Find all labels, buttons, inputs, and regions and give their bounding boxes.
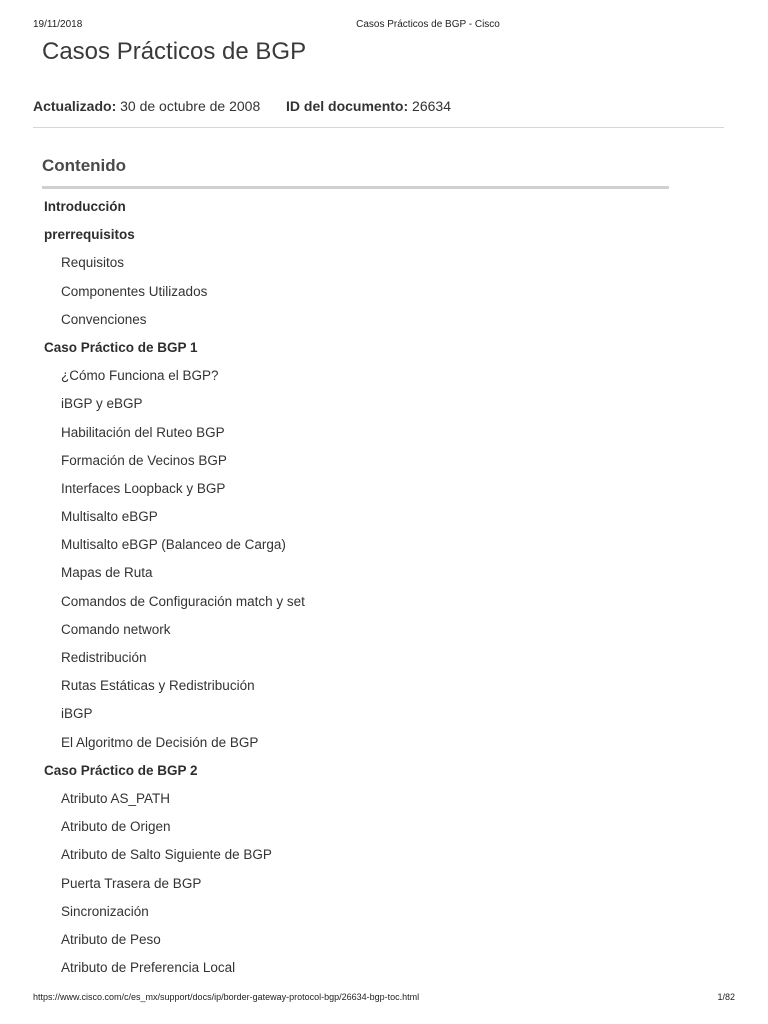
table-of-contents <box>0 193 768 982</box>
print-date: 19/11/2018 <box>33 19 83 30</box>
print-url: https://www.cisco.com/c/es_mx/support/docs/ip/border-gateway-protocol-bgp/26634-bgp-toc.html <box>33 992 420 1002</box>
toc-section-link[interactable]: Caso Práctico de BGP 1 <box>44 339 198 355</box>
toc-subsection-link[interactable]: Comando network <box>61 621 171 637</box>
print-footer <box>33 992 735 1004</box>
toc-subsection-link[interactable]: Formación de Vecinos BGP <box>61 452 227 468</box>
updated-value: 30 de octubre de 2008 <box>120 98 261 114</box>
toc-section-link[interactable]: prerrequisitos <box>44 227 135 243</box>
toc-subsection-link[interactable]: Redistribución <box>61 650 147 665</box>
toc-subsection-link[interactable]: iBGP y eBGP <box>61 396 143 412</box>
toc-subsection-link[interactable]: ¿Cómo Funciona el BGP? <box>61 368 219 384</box>
toc-subsection-link[interactable]: Habilitación del Ruteo BGP <box>61 424 225 440</box>
doc-id-label: ID del documento: <box>286 98 409 114</box>
print-header <box>33 19 735 31</box>
toc-divider <box>42 186 669 189</box>
toc-subsection-link[interactable]: Atributo de Peso <box>61 931 161 947</box>
toc-subsection-link[interactable]: Atributo AS_PATH <box>61 790 171 806</box>
print-page-title: Casos Prácticos de BGP - Cisco <box>356 19 500 30</box>
toc-subsection-link[interactable]: Multisalto eBGP <box>61 509 158 525</box>
toc-section-link[interactable]: Caso Práctico de BGP 2 <box>44 762 198 778</box>
toc-subsection-link[interactable]: Requisitos <box>61 255 125 271</box>
page-number: 1/82 <box>717 992 735 1002</box>
toc-subsection-link[interactable]: Convenciones <box>61 311 147 327</box>
toc-heading: Contenido <box>42 156 127 175</box>
toc-subsection-link[interactable]: Rutas Estáticas y Redistribución <box>61 678 255 694</box>
document-meta <box>33 97 451 115</box>
meta-divider <box>33 127 724 128</box>
toc-subsection-link[interactable]: Puerta Trasera de BGP <box>61 875 202 891</box>
toc-subsection-link[interactable]: Multisalto eBGP (Balanceo de Carga) <box>61 537 286 553</box>
toc-subsection-link[interactable]: Interfaces Loopback y BGP <box>61 480 226 496</box>
page-title: Casos Prácticos de BGP <box>42 38 307 65</box>
toc-subsection-link[interactable]: Comandos de Configuración match y set <box>61 593 305 609</box>
updated-label: Actualizado: <box>33 98 117 114</box>
toc-subsection-link[interactable]: Atributo de Preferencia Local <box>61 960 236 976</box>
doc-id-value: 26634 <box>412 98 451 114</box>
toc-subsection-link[interactable]: iBGP <box>61 706 93 722</box>
toc-subsection-link[interactable]: Componentes Utilizados <box>61 283 208 299</box>
toc-section-link[interactable]: Introducción <box>44 199 126 214</box>
toc-subsection-link[interactable]: Sincronización <box>61 903 149 919</box>
toc-subsection-link[interactable]: Atributo de Origen <box>61 819 171 835</box>
toc-subsection-link[interactable]: Atributo de Salto Siguiente de BGP <box>61 847 272 863</box>
toc-subsection-link[interactable]: El Algoritmo de Decisión de BGP <box>61 734 259 750</box>
toc-subsection-link[interactable]: Mapas de Ruta <box>61 565 153 581</box>
